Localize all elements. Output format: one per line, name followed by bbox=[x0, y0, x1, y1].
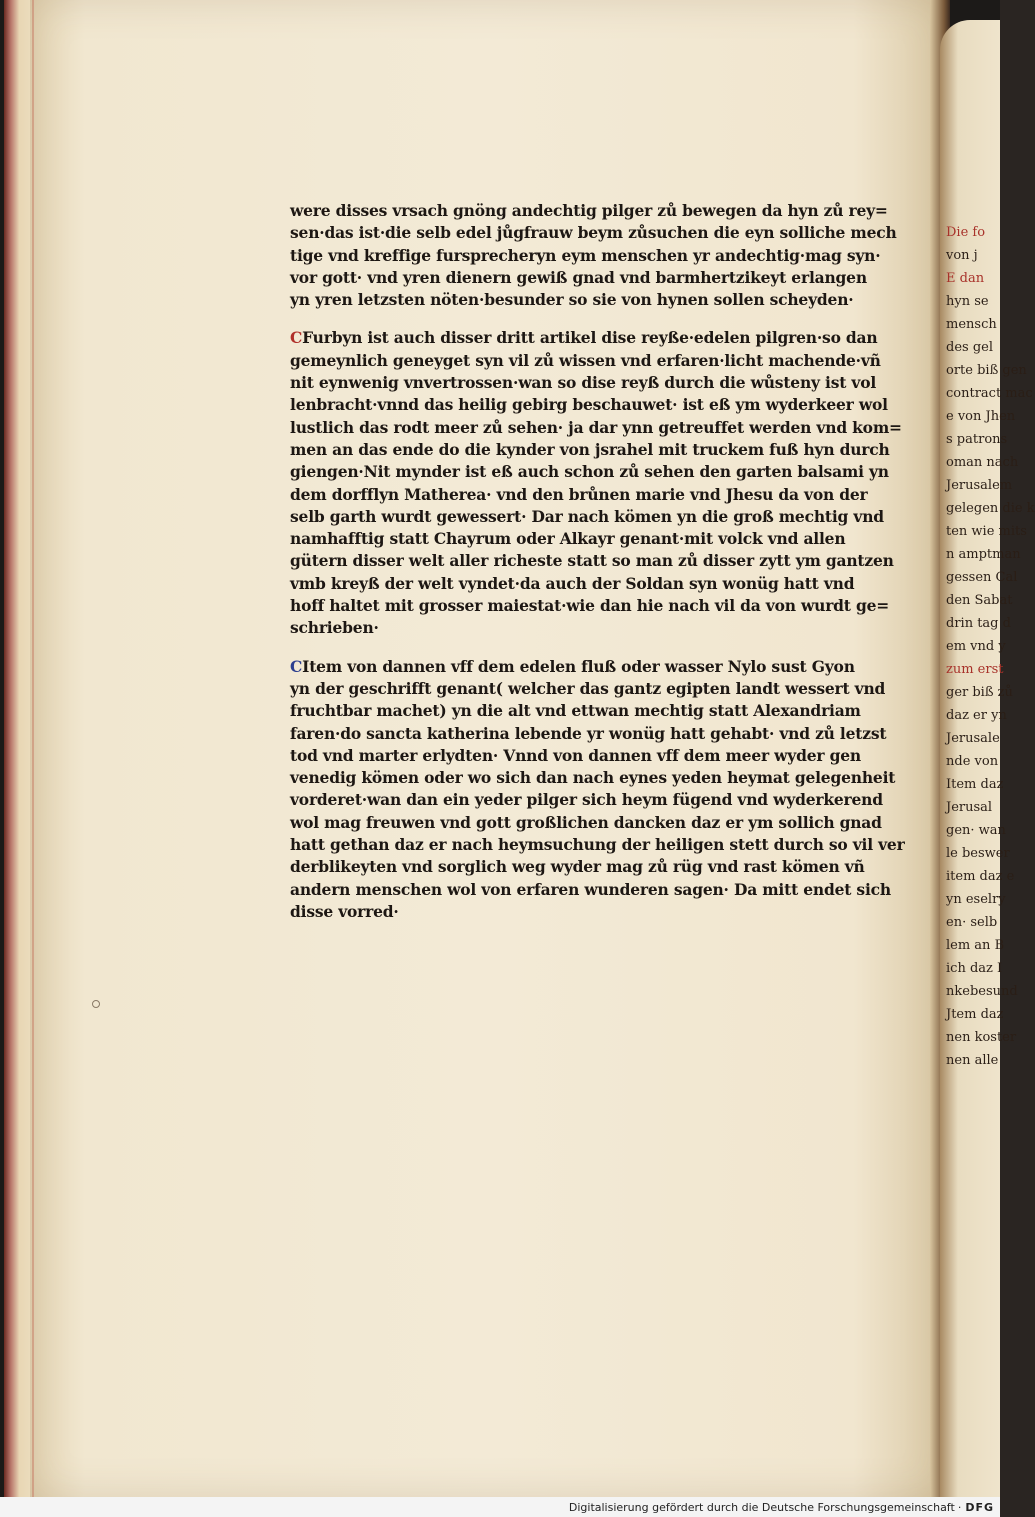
next-page-line: ten wie mits bbox=[946, 524, 1027, 539]
page-rule-line bbox=[32, 0, 34, 1497]
footer-separator: · bbox=[957, 1500, 962, 1514]
next-page-line: item daz e bbox=[946, 869, 1015, 884]
text-line: selb garth wurdt gewessert· Dar nach kömen yn die groß mechtig vnd bbox=[290, 506, 884, 526]
next-page-line: hyn se bbox=[946, 294, 989, 309]
text-line: wol mag freuwen vnd gott großlichen dancken daz er ym sollich gnad bbox=[290, 812, 882, 832]
next-page-line: ger biß zů bbox=[946, 685, 1013, 700]
next-page-line: e von Jhen bbox=[946, 409, 1016, 424]
text-line: vorderet·wan dan ein yeder pilger sich heym fügend vnd wyderkerend bbox=[290, 790, 883, 810]
next-page-line: Die fo bbox=[946, 225, 986, 240]
text-line: vmb kreyß der welt vyndet·da auch der Soldan syn wonüg hatt vnd bbox=[290, 573, 855, 593]
text-line: lustlich das rodt meer zů sehen· ja dar ynn getreuffet werden vnd kom= bbox=[290, 417, 902, 437]
next-page-line: nen koster bbox=[946, 1030, 1017, 1045]
text-line: venedig kömen oder wo sich dan nach eynes yeden heymat gelegenheit bbox=[290, 768, 896, 788]
text-line: derblikeyten vnd sorglich weg wyder mag zů rüg vnd rast kömen vñ bbox=[290, 857, 865, 877]
paragraph-1 bbox=[290, 200, 900, 311]
next-page-line: Jtem daz bbox=[946, 1007, 1004, 1022]
next-page-line: nkebesund bbox=[946, 984, 1018, 999]
text-line: yn yren letzsten nöten·besunder so sie von hynen sollen scheyden· bbox=[290, 290, 854, 310]
next-page-line: nde von bbox=[946, 754, 999, 769]
text-line: dem dorfflyn Matherea· vnd den brůnen marie vnd Jhesu da von der bbox=[290, 484, 868, 504]
next-page-line: Item daz bbox=[946, 777, 1004, 792]
text-line-content: Item von dannen vff dem edelen fluß oder wasser Nylo sust Gyon bbox=[302, 656, 855, 676]
next-page-line: des gel bbox=[946, 340, 993, 355]
text-line: yn der geschrifft genant( welcher das gantz egipten landt wessert vnd bbox=[290, 678, 886, 698]
next-page-line: zum erst bbox=[946, 662, 1004, 677]
next-page-line: yn eselry bbox=[946, 892, 1006, 907]
next-page-line: den Sabat bbox=[946, 593, 1013, 608]
next-page-line: Jerusal bbox=[946, 800, 993, 815]
footer-bar bbox=[0, 1497, 1000, 1517]
next-page-line: gen· wan bbox=[946, 823, 1006, 838]
next-page-line: n amptman bbox=[946, 547, 1021, 562]
text-line: tige vnd kreffige fursprecheryn eym menschen yr andechtig·mag syn· bbox=[290, 245, 881, 265]
footer-credit-text: Digitalisierung gefördert durch die Deutsche Forschungsgemeinschaft bbox=[568, 1500, 955, 1514]
text-line bbox=[290, 656, 900, 678]
next-page-line: gessen Cal bbox=[946, 570, 1018, 585]
next-page-line: oman nach bbox=[946, 455, 1019, 470]
text-line: vor gott· vnd yren dienern gewiß gnad vnd barmhertzikeyt erlangen bbox=[290, 267, 867, 287]
next-page-line: en· selb bbox=[946, 915, 998, 930]
text-line bbox=[290, 327, 900, 349]
text-line-content: Furbyn ist auch disser dritt artikel dise reyße·edelen pilgren·so dan bbox=[302, 328, 878, 348]
next-page-fragment bbox=[940, 20, 1035, 1497]
next-page-line: gelegen die k bbox=[946, 501, 1035, 516]
rubric-initial: C bbox=[290, 328, 303, 348]
dfg-logo: DFG bbox=[965, 1500, 994, 1514]
rubric-initial: C bbox=[290, 656, 303, 676]
next-page-line: E dan bbox=[946, 271, 985, 286]
text-line: andern menschen wol von erfaren wunderen sagen· Da mitt endet sich bbox=[290, 879, 891, 899]
next-page-line: le beswer bbox=[946, 846, 1010, 861]
text-line: gemeynlich geneyget syn vil zů wissen vnd erfaren·licht machende·vñ bbox=[290, 350, 881, 370]
text-line: were disses vrsach gnöng andechtig pilger zů bewegen da hyn zů rey= bbox=[290, 201, 888, 220]
text-line: sen·das ist·die selb edel jůgfrauw beym zůsuchen die eyn solliche mech bbox=[290, 223, 897, 243]
text-line: disse vorred· bbox=[290, 901, 399, 921]
text-line: tod vnd marter erlydten· Vnnd von dannen vff dem meer wyder gen bbox=[290, 745, 861, 765]
text-line: men an das ende do die kynder von jsrahel mit truckem fuß hyn durch bbox=[290, 439, 890, 459]
next-page-line: ich daz I bbox=[946, 961, 1003, 976]
text-line: nit eynwenig vnvertrossen·wan so dise reyß durch die wůsteny ist vol bbox=[290, 373, 877, 393]
next-page-line: Jerusale bbox=[946, 731, 1000, 746]
main-text-block bbox=[290, 200, 905, 939]
next-page-line: nen alle bbox=[946, 1053, 999, 1068]
next-page-line: contract mac bbox=[946, 386, 1033, 401]
page-mark bbox=[92, 1000, 100, 1008]
text-line: lenbracht·vnnd das heilig gebirg beschauwet· ist eß ym wyderkeer wol bbox=[290, 395, 888, 415]
next-page-line: daz er yn bbox=[946, 708, 1007, 723]
next-page-line: drin tag d bbox=[946, 616, 1011, 631]
next-page-line: orte biß gen bbox=[946, 363, 1027, 378]
next-page-line: em vnd y bbox=[946, 639, 1006, 654]
text-line: schrieben· bbox=[290, 618, 379, 638]
next-page-line: lem an B bbox=[946, 938, 1005, 953]
text-line: hatt gethan daz er nach heymsuchung der heiligen stett durch so vil ver bbox=[290, 835, 905, 855]
paragraph-2 bbox=[290, 327, 900, 639]
next-page-line: s patrons bbox=[946, 432, 1008, 447]
next-page-line: Jerusalem bbox=[946, 478, 1013, 493]
paragraph-3 bbox=[290, 656, 905, 924]
next-page-line: mensch bbox=[946, 317, 997, 332]
text-line: hoff haltet mit grosser maiestat·wie dan hie nach vil da von wurdt ge= bbox=[290, 596, 890, 616]
text-line: fruchtbar machet) yn die alt vnd ettwan mechtig statt Alexandriam bbox=[290, 701, 861, 721]
text-line: giengen·Nit mynder ist eß auch schon zů sehen den garten balsami yn bbox=[290, 462, 889, 482]
text-line: namhafftig statt Chayrum oder Alkayr genant·mit volck vnd allen bbox=[290, 529, 846, 549]
next-page-line: von j bbox=[946, 248, 978, 263]
text-line: faren·do sancta katherina lebende yr wonüg hatt gehabt· vnd zů letzst bbox=[290, 723, 887, 743]
text-line: gütern disser welt aller richeste statt so man zů disser zytt ym gantzen bbox=[290, 551, 894, 571]
